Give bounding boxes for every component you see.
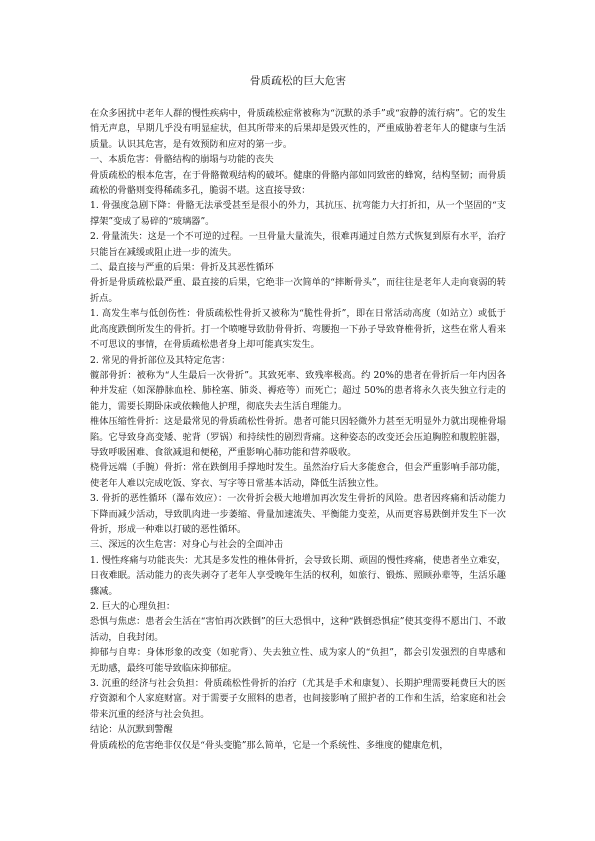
list-item: 2. 常见的骨折部位及其特定危害： xyxy=(90,354,231,366)
paragraph: 骨质疏松的根本危害，在于骨骼微观结构的破坏。健康的骨骼内部如同致密的蜂窝，结构坚韧；而骨质疏松的骨骼则变得稀疏多孔，脆弱不堪。这直接导致： xyxy=(90,169,506,197)
section-heading: 二、最直接与严重的后果：骨折及其恶性循环 xyxy=(90,262,274,274)
list-item: 3. 沉重的经济与社会负担：骨质疏松性骨折的治疗（尤其是手术和康复）、长期护理需要耗费巨大的医疗资源和个人家庭财富。对于需要子女照料的患者，也间接影响了照护者的工作和生活，给家庭和社会带来沉重的经济与社会负担。 xyxy=(90,678,506,720)
paragraph: 桡骨远端（手腕）骨折：常在跌倒用手撑地时发生。虽然治疗后大多能愈合，但会严重影响手部功能，使老年人难以完成吃饭、穿衣、写字等日常基本活动，降低生活独立性。 xyxy=(90,462,506,489)
list-item: 1. 高发生率与低创伤性：骨质疏松性骨折又被称为“脆性骨折”，即在日常活动高度（如站立）或低于此高度跌倒所发生的骨折。打一个喷嚏导致肋骨骨折、弯腰抱一下孙子导致脊椎骨折，这些在常人看来不可思议的事情，在骨质疏松患者身上却可能真实发生。 xyxy=(90,308,506,351)
paragraph: 椎体压缩性骨折：这是最常见的骨质疏松性骨折。患者可能只因轻微外力甚至无明显外力就出现椎骨塌陷。它导致身高变矮、驼背（罗锅）和持续性的剧烈背痛。这种姿态的改变还会压迫胸腔和腹腔脏器，导致呼吸困难、食欲减退和便秘，严重影响心肺功能和营养吸收。 xyxy=(90,416,506,458)
document-body xyxy=(90,106,506,753)
list-item: 2. 巨大的心理负担： xyxy=(90,601,176,612)
section-heading: 一、本质危害：骨骼结构的崩塌与功能的丧失 xyxy=(90,154,274,166)
list-item: 2. 骨量流失：这是一个不可逆的过程。一旦骨量大量流失，很难再通过自然方式恢复到原有水平，治疗只能旨在减缓或阻止进一步的流失。 xyxy=(90,231,506,258)
list-item: 3. 骨折的恶性循环（瀑布效应）：一次骨折会极大地增加再次发生骨折的风险。患者因疼痛和活动能力下降而减少活动，导致肌肉进一步萎缩、骨量加速流失、平衡能力变差，从而更容易跌倒并发生下一次骨折，形成一种难以打破的恶性循环。 xyxy=(90,493,506,535)
paragraph: 抑郁与自卑：身体形象的改变（如驼背）、失去独立性、成为家人的“负担”，都会引发强烈的自卑感和无助感，最终可能导致临床抑郁症。 xyxy=(90,647,506,674)
paragraph: 恐惧与焦虑：患者会生活在“害怕再次跌倒”的巨大恐惧中，这种“跌倒恐惧症”使其变得不愿出门、不敢活动，自我封闭。 xyxy=(90,616,506,643)
paragraph: 骨质疏松的危害绝非仅仅是“骨头变脆”那么简单，它是一个系统性、多维度的健康危机， xyxy=(90,739,449,751)
intro-paragraph: 在众多困扰中老年人群的慢性疾病中，骨质疏松症常被称为“沉默的杀手”或“寂静的流行病”。它的发生悄无声息，早期几乎没有明显症状，但其所带来的后果却是毁灭性的，严重威胁着老年人的健康与生活质量。认识其危害，是有效预防和应对的第一步。 xyxy=(90,108,506,150)
section-heading: 三、深远的次生危害：对身心与社会的全面冲击 xyxy=(90,539,283,551)
section-heading: 结论：从沉默到警醒 xyxy=(90,724,173,736)
list-item: 1. 慢性疼痛与功能丧失：尤其是多发性的椎体骨折，会导致长期、顽固的慢性疼痛，使患者坐立难安，日夜难眠。活动能力的丧失剥夺了老年人享受晚年生活的权利，如旅行、锻炼、照顾孙辈等，生活乐趣骤减。 xyxy=(90,554,506,597)
paragraph: 骨折是骨质疏松最严重、最直接的后果，它绝非一次简单的“摔断骨头”，而往往是老年人走向衰弱的转折点。 xyxy=(90,277,506,304)
list-item: 1. 骨强度急剧下降：骨骼无法承受甚至是很小的外力，其抗压、抗弯能力大打折扣，从一个坚固的“支撑架”变成了易碎的“玻璃器”。 xyxy=(90,200,506,227)
paragraph: 髋部骨折：被称为“人生最后一次骨折”。其致死率、致残率极高。约 20%的患者在骨折后一年内因各种并发症（如深静脉血栓、肺栓塞、肺炎、褥疮等）而死亡；超过 50%的患者将永久丧失独立行走的能力，需要长期卧床或依赖他人护理，彻底失去生活自理能力。 xyxy=(90,369,506,412)
document-title: 骨质疏松的巨大危害 xyxy=(249,75,347,87)
